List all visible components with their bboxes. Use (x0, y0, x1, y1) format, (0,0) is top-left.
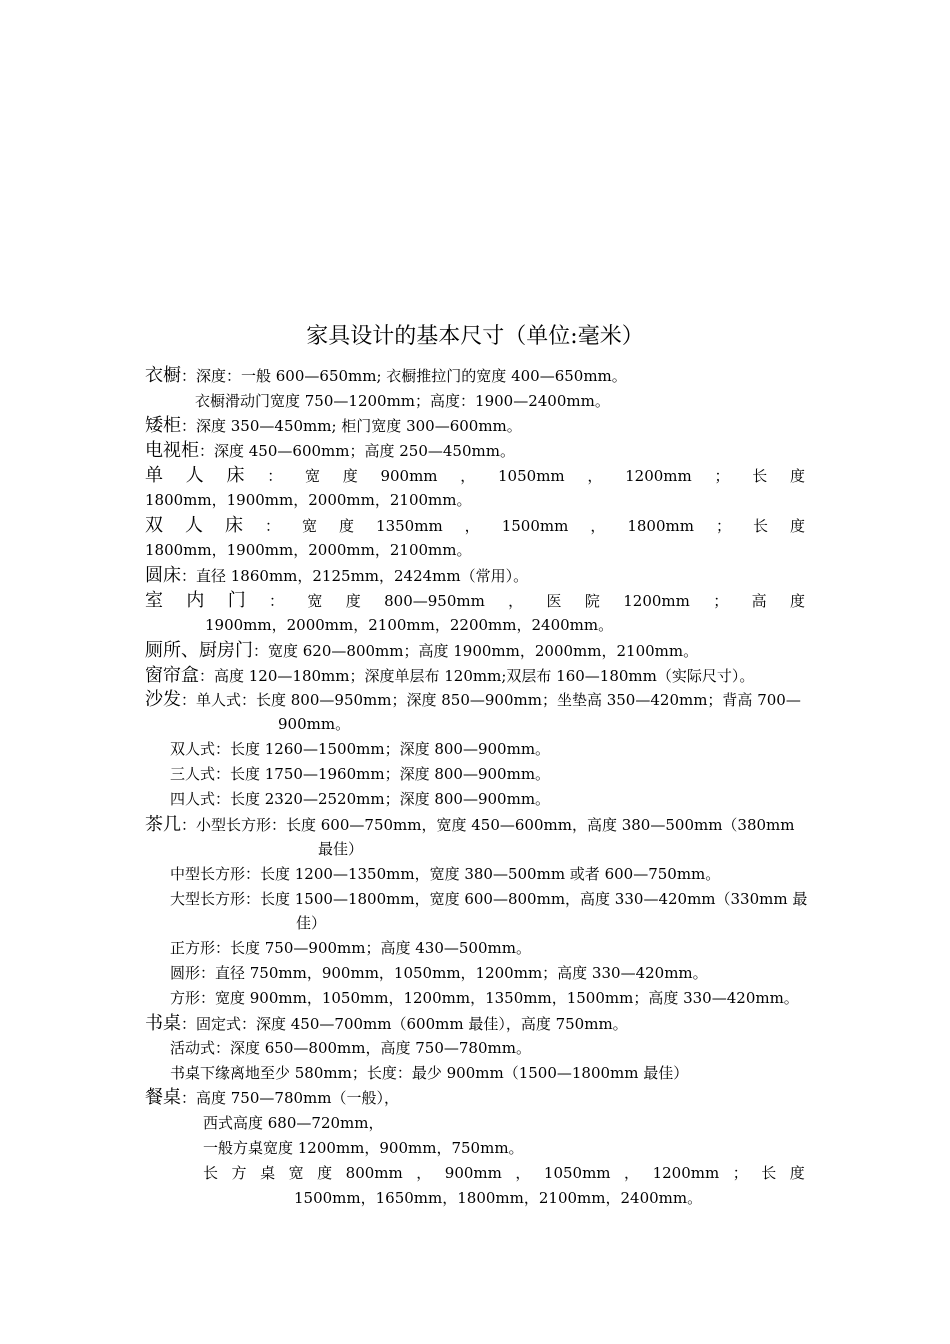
justified-token: 长 (752, 517, 768, 535)
item-heading: 矮柜 (145, 415, 181, 436)
justified-token: 宽 (288, 1164, 304, 1182)
justified-token: 医 (546, 592, 562, 610)
text-line (145, 591, 805, 611)
page-title: 家具设计的基本尺寸（单位:毫米） (306, 324, 644, 349)
text-line (170, 1038, 531, 1058)
justified-token: 1050mm (498, 467, 565, 485)
item-text: 正方形：长度 750—900mm；高度 430—500mm。 (170, 939, 531, 957)
item-text: 方形：宽度 900mm，1050mm，1200mm，1350mm，1500mm；高度 330—420mm。 (170, 989, 799, 1007)
item-text: 四人式：长度 2320—2520mm；深度 800—900mm。 (170, 790, 551, 808)
item-text: 1800mm，1900mm，2000mm，2100mm。 (145, 541, 472, 559)
justified-token: 人 (185, 465, 204, 486)
justified-token: 宽 (307, 592, 323, 610)
item-text: 最佳） (318, 840, 364, 858)
item-text: 一般方桌宽度 1200mm，900mm，750mm。 (203, 1139, 524, 1157)
text-line (278, 714, 350, 734)
item-text: ：深度 350—450mm; 柜门宽度 300—600mm。 (181, 417, 522, 435)
justified-token: 1800mm (627, 517, 694, 535)
text-line (170, 889, 807, 909)
justified-token: 长 (761, 1164, 777, 1182)
text-line (195, 391, 610, 411)
text-line (170, 988, 799, 1008)
item-heading: 电视柜 (145, 440, 199, 461)
justified-token: 1500mm (501, 517, 569, 535)
justified-token: 内 (186, 590, 205, 611)
justified-token: 方 (231, 1164, 247, 1182)
item-text: 西式高度 680—720mm， (203, 1114, 384, 1132)
justified-token: 度 (339, 517, 355, 535)
justified-token: ： (269, 592, 285, 610)
justified-token: 双 (145, 515, 163, 536)
text-line (294, 1188, 702, 1208)
item-text: ：高度 120—180mm；深度单层布 120mm;双层布 160—180mm（实际尺寸）。 (199, 667, 755, 685)
justified-token: 度 (342, 467, 358, 485)
justified-token: ， (508, 592, 524, 610)
justified-token: 1200mm (652, 1164, 720, 1182)
text-line (145, 1088, 399, 1108)
justified-token: 度 (317, 1164, 333, 1182)
justified-token: ， (515, 1164, 531, 1182)
text-line (170, 1063, 688, 1083)
text-line (145, 666, 754, 686)
item-heading: 茶几 (145, 814, 181, 835)
justified-token: 1200mm (623, 592, 690, 610)
justified-token: 度 (789, 467, 805, 485)
justified-token: ： (267, 467, 283, 485)
justified-token: 人 (185, 515, 203, 536)
text-line (318, 839, 363, 859)
text-line (145, 540, 472, 560)
text-line (145, 641, 698, 661)
justified-token: 桌 (260, 1164, 276, 1182)
justified-token: ， (464, 517, 480, 535)
justified-token: 门 (227, 590, 246, 611)
item-text: 三人式：长度 1750—1960mm；深度 800—900mm。 (170, 765, 551, 783)
item-heading: 衣橱 (145, 365, 181, 386)
item-text: ：宽度 620—800mm；高度 1900mm，2000mm，2100mm。 (253, 642, 699, 660)
item-text: 1800mm，1900mm，2000mm，2100mm。 (145, 491, 472, 509)
item-text: 1500mm，1650mm，1800mm，2100mm，2400mm。 (294, 1189, 703, 1207)
item-text: 书桌下缘离地至少 580mm；长度：最少 900mm（1500—1800mm 最佳） (170, 1064, 689, 1082)
justified-token: ； (713, 592, 729, 610)
text-line (203, 1138, 524, 1158)
text-line (145, 815, 795, 835)
text-line (145, 416, 522, 436)
justified-token: 900mm (444, 1164, 502, 1182)
item-text: 佳） (296, 914, 327, 932)
item-text: 大型长方形：长度 1500—1800mm，宽度 600—800mm，高度 330—420mm（330mm 最 (170, 890, 808, 908)
item-text: ：高度 750—780mm（一般）， (181, 1089, 399, 1107)
text-line (205, 615, 613, 635)
item-heading: 厕所、厨房门 (145, 640, 253, 661)
item-text: 900mm。 (278, 715, 351, 733)
justified-token: 院 (584, 592, 600, 610)
text-line (203, 1163, 805, 1183)
text-line (145, 490, 472, 510)
item-text: ：深度：一般 600—650mm; 衣橱推拉门的宽度 400—650mm。 (181, 367, 627, 385)
justified-token: 1050mm (543, 1164, 611, 1182)
item-text: 活动式：深度 650—800mm，高度 750—780mm。 (170, 1039, 531, 1057)
justified-token: ； (732, 1164, 748, 1182)
text-line (170, 864, 720, 884)
justified-token: 宽 (304, 467, 320, 485)
item-text: 双人式：长度 1260—1500mm；深度 800—900mm。 (170, 740, 551, 758)
justified-token: 室 (145, 590, 163, 611)
justified-token: 度 (789, 592, 805, 610)
text-line (145, 566, 528, 586)
justified-token: 度 (345, 592, 361, 610)
text-line (170, 739, 550, 759)
justified-token: 1350mm (376, 517, 443, 535)
item-text: ：固定式：深度 450—700mm（600mm 最佳），高度 750mm。 (181, 1015, 628, 1033)
justified-token: 长 (203, 1164, 219, 1182)
text-line (170, 938, 531, 958)
text-line (203, 1113, 383, 1133)
justified-token: 床 (226, 465, 245, 486)
item-text: ：单人式：长度 800—950mm；深度 850—900mm；坐垫高 350—420mm；背高 700— (181, 691, 801, 709)
item-text: ：小型长方形：长度 600—750mm，宽度 450—600mm，高度 380—500mm（380mm (181, 816, 795, 834)
text-line (145, 516, 805, 536)
justified-token: ， (624, 1164, 640, 1182)
text-line (145, 690, 801, 710)
text-line (170, 963, 708, 983)
justified-token: 900mm (380, 467, 438, 485)
justified-token: ， (587, 467, 603, 485)
text-line (145, 366, 627, 386)
item-heading: 沙发 (145, 689, 181, 710)
justified-token: ， (460, 467, 476, 485)
justified-token: 床 (225, 515, 243, 536)
item-heading: 书桌 (145, 1013, 181, 1034)
text-line (145, 466, 805, 486)
justified-token: 1200mm (625, 467, 692, 485)
justified-token: ， (590, 517, 606, 535)
justified-token: 高 (751, 592, 767, 610)
item-heading: 餐桌 (145, 1087, 181, 1108)
justified-token: ： (265, 517, 281, 535)
text-line (296, 913, 326, 933)
text-line (145, 1014, 628, 1034)
item-text: 衣橱滑动门宽度 750—1200mm；高度：1900—2400mm。 (195, 392, 610, 410)
justified-token: 度 (789, 517, 805, 535)
justified-token: ； (714, 467, 730, 485)
item-text: 1900mm，2000mm，2100mm，2200mm，2400mm。 (205, 616, 614, 634)
item-text: 圆形：直径 750mm，900mm，1050mm，1200mm；高度 330—420mm。 (170, 964, 708, 982)
justified-token: ， (416, 1164, 432, 1182)
justified-token: 800mm (345, 1164, 403, 1182)
item-text: ：深度 450—600mm；高度 250—450mm。 (199, 442, 515, 460)
justified-token: ； (715, 517, 731, 535)
justified-token: 800—950mm (384, 592, 485, 610)
text-line (170, 764, 550, 784)
justified-token: 宽 (302, 517, 318, 535)
text-line (145, 441, 515, 461)
item-heading: 圆床 (145, 565, 181, 586)
justified-token: 度 (789, 1164, 805, 1182)
text-line (170, 789, 550, 809)
justified-token: 单 (145, 465, 163, 486)
item-heading: 窗帘盒 (145, 665, 199, 686)
item-text: 中型长方形：长度 1200—1350mm，宽度 380—500mm 或者 600—750mm。 (170, 865, 721, 883)
item-text: ：直径 1860mm，2125mm，2424mm（常用）。 (181, 567, 529, 585)
justified-token: 长 (752, 467, 768, 485)
